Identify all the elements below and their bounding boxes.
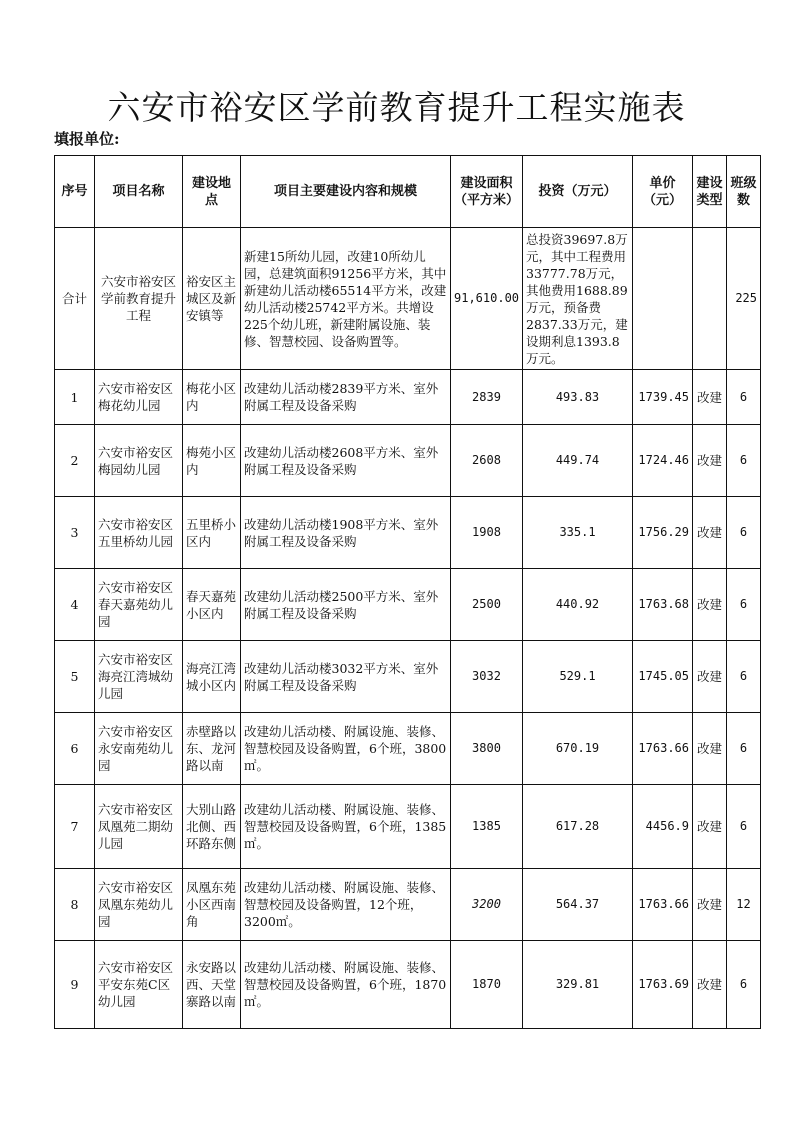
row-seq: 8 bbox=[55, 869, 95, 941]
header-classes: 班级数 bbox=[727, 156, 761, 228]
row-site: 大别山路北侧、西环路东侧 bbox=[183, 785, 241, 869]
table-row bbox=[55, 497, 761, 569]
table-row bbox=[55, 785, 761, 869]
row-classes: 6 bbox=[727, 497, 761, 569]
table-row bbox=[55, 370, 761, 425]
row-seq: 7 bbox=[55, 785, 95, 869]
row-seq: 3 bbox=[55, 497, 95, 569]
row-site: 凤凰东苑小区西南角 bbox=[183, 869, 241, 941]
row-area: 1908 bbox=[451, 497, 523, 569]
row-invest: 449.74 bbox=[523, 425, 633, 497]
row-area: 2500 bbox=[451, 569, 523, 641]
summary-type bbox=[693, 228, 727, 370]
row-price: 4456.9 bbox=[633, 785, 693, 869]
project-table bbox=[54, 155, 761, 1029]
row-name: 六安市裕安区凤凰东苑幼儿园 bbox=[95, 869, 183, 941]
row-invest: 335.1 bbox=[523, 497, 633, 569]
row-site: 海亮江湾城小区内 bbox=[183, 641, 241, 713]
row-price: 1724.46 bbox=[633, 425, 693, 497]
table-row bbox=[55, 713, 761, 785]
row-type: 改建 bbox=[693, 785, 727, 869]
row-seq: 1 bbox=[55, 370, 95, 425]
summary-price bbox=[633, 228, 693, 370]
row-content: 改建幼儿活动楼、附属设施、装修、智慧校园及设备购置，6个班，3800㎡。 bbox=[241, 713, 451, 785]
row-name: 六安市裕安区春天嘉苑幼儿园 bbox=[95, 569, 183, 641]
table-row bbox=[55, 941, 761, 1029]
row-content: 改建幼儿活动楼2608平方米、室外附属工程及设备采购 bbox=[241, 425, 451, 497]
row-invest: 493.83 bbox=[523, 370, 633, 425]
row-area: 2608 bbox=[451, 425, 523, 497]
row-price: 1763.66 bbox=[633, 869, 693, 941]
row-type: 改建 bbox=[693, 425, 727, 497]
summary-row bbox=[55, 228, 761, 370]
row-price: 1739.45 bbox=[633, 370, 693, 425]
row-invest: 529.1 bbox=[523, 641, 633, 713]
summary-area: 91,610.00 bbox=[451, 228, 523, 370]
header-name: 项目名称 bbox=[95, 156, 183, 228]
row-name: 六安市裕安区梅花幼儿园 bbox=[95, 370, 183, 425]
header-invest: 投资（万元） bbox=[523, 156, 633, 228]
row-site: 梅苑小区内 bbox=[183, 425, 241, 497]
row-price: 1756.29 bbox=[633, 497, 693, 569]
row-invest: 329.81 bbox=[523, 941, 633, 1029]
row-site: 五里桥小区内 bbox=[183, 497, 241, 569]
row-invest: 564.37 bbox=[523, 869, 633, 941]
summary-name: 六安市裕安区学前教育提升工程 bbox=[95, 228, 183, 370]
row-type: 改建 bbox=[693, 641, 727, 713]
header-row bbox=[55, 156, 761, 228]
row-seq: 6 bbox=[55, 713, 95, 785]
row-area: 3800 bbox=[451, 713, 523, 785]
row-invest: 617.28 bbox=[523, 785, 633, 869]
table-row bbox=[55, 869, 761, 941]
header-type: 建设类型 bbox=[693, 156, 727, 228]
row-seq: 4 bbox=[55, 569, 95, 641]
summary-site: 裕安区主城区及新安镇等 bbox=[183, 228, 241, 370]
row-content: 改建幼儿活动楼3032平方米、室外附属工程及设备采购 bbox=[241, 641, 451, 713]
header-area: 建设面积（平方米） bbox=[451, 156, 523, 228]
row-price: 1763.68 bbox=[633, 569, 693, 641]
row-seq: 5 bbox=[55, 641, 95, 713]
row-name: 六安市裕安区海亮江湾城幼儿园 bbox=[95, 641, 183, 713]
row-area: 1385 bbox=[451, 785, 523, 869]
row-site: 梅花小区内 bbox=[183, 370, 241, 425]
row-name: 六安市裕安区凤凰苑二期幼儿园 bbox=[95, 785, 183, 869]
row-site: 永安路以西、天堂寨路以南 bbox=[183, 941, 241, 1029]
summary-content: 新建15所幼儿园，改建10所幼儿园，总建筑面积91256平方米，其中新建幼儿活动楼65514平方米，改建幼儿活动楼25742平方米。共增设225个幼儿班，新建附属设施、装修、智慧校园、设备购置等。 bbox=[241, 228, 451, 370]
row-name: 六安市裕安区五里桥幼儿园 bbox=[95, 497, 183, 569]
row-type: 改建 bbox=[693, 713, 727, 785]
row-invest: 440.92 bbox=[523, 569, 633, 641]
header-content: 项目主要建设内容和规模 bbox=[241, 156, 451, 228]
row-classes: 6 bbox=[727, 425, 761, 497]
row-name: 六安市裕安区平安东苑C区幼儿园 bbox=[95, 941, 183, 1029]
row-seq: 9 bbox=[55, 941, 95, 1029]
header-seq: 序号 bbox=[55, 156, 95, 228]
row-seq: 2 bbox=[55, 425, 95, 497]
row-content: 改建幼儿活动楼、附属设施、装修、智慧校园及设备购置，6个班，1870㎡。 bbox=[241, 941, 451, 1029]
row-type: 改建 bbox=[693, 370, 727, 425]
row-area: 3200 bbox=[451, 869, 523, 941]
page-title: 六安市裕安区学前教育提升工程实施表 bbox=[107, 88, 686, 127]
row-price: 1763.66 bbox=[633, 713, 693, 785]
row-area: 3032 bbox=[451, 641, 523, 713]
row-price: 1763.69 bbox=[633, 941, 693, 1029]
row-content: 改建幼儿活动楼、附属设施、装修、智慧校园及设备购置，12个班，3200㎡。 bbox=[241, 869, 451, 941]
table-row bbox=[55, 641, 761, 713]
header-price: 单价（元） bbox=[633, 156, 693, 228]
row-classes: 6 bbox=[727, 641, 761, 713]
row-type: 改建 bbox=[693, 569, 727, 641]
row-classes: 6 bbox=[727, 785, 761, 869]
summary-seq: 合计 bbox=[55, 228, 95, 370]
header-site: 建设地点 bbox=[183, 156, 241, 228]
row-classes: 6 bbox=[727, 569, 761, 641]
row-type: 改建 bbox=[693, 869, 727, 941]
row-content: 改建幼儿活动楼2839平方米、室外附属工程及设备采购 bbox=[241, 370, 451, 425]
row-invest: 670.19 bbox=[523, 713, 633, 785]
row-classes: 6 bbox=[727, 713, 761, 785]
row-price: 1745.05 bbox=[633, 641, 693, 713]
row-content: 改建幼儿活动楼、附属设施、装修、智慧校园及设备购置，6个班，1385㎡。 bbox=[241, 785, 451, 869]
row-type: 改建 bbox=[693, 497, 727, 569]
row-site: 春天嘉苑小区内 bbox=[183, 569, 241, 641]
summary-invest: 总投资39697.8万元，其中工程费用33777.78万元，其他费用1688.89万元，预备费2837.33万元，建设期利息1393.8万元。 bbox=[523, 228, 633, 370]
table-row bbox=[55, 569, 761, 641]
row-content: 改建幼儿活动楼2500平方米、室外附属工程及设备采购 bbox=[241, 569, 451, 641]
row-classes: 12 bbox=[727, 869, 761, 941]
row-name: 六安市裕安区梅园幼儿园 bbox=[95, 425, 183, 497]
row-area: 1870 bbox=[451, 941, 523, 1029]
summary-classes: 225 bbox=[727, 228, 761, 370]
row-name: 六安市裕安区永安南苑幼儿园 bbox=[95, 713, 183, 785]
row-classes: 6 bbox=[727, 941, 761, 1029]
row-site: 赤壁路以东、龙河路以南 bbox=[183, 713, 241, 785]
unit-label: 填报单位: bbox=[54, 130, 120, 148]
row-classes: 6 bbox=[727, 370, 761, 425]
row-type: 改建 bbox=[693, 941, 727, 1029]
table-row bbox=[55, 425, 761, 497]
row-content: 改建幼儿活动楼1908平方米、室外附属工程及设备采购 bbox=[241, 497, 451, 569]
row-area: 2839 bbox=[451, 370, 523, 425]
